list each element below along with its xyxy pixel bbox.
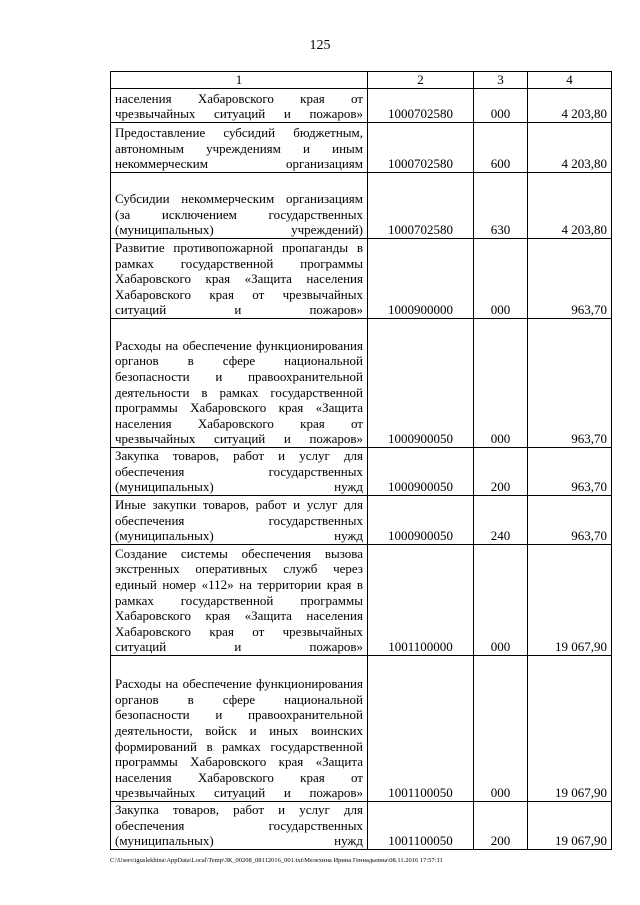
row-sum-cell: 963,70 xyxy=(528,448,612,496)
row-sum-cell: 963,70 xyxy=(528,496,612,545)
row-type-cell: 200 xyxy=(474,448,528,496)
table-row xyxy=(111,802,612,850)
column-header-4: 4 xyxy=(528,72,612,89)
row-type-cell: 000 xyxy=(474,545,528,656)
table-row xyxy=(111,123,612,173)
table-row xyxy=(111,173,612,239)
row-name-cell: Предоставление субсидий бюджетным, автономным учреждениям и иным некоммерческим организациям xyxy=(111,123,368,173)
row-name-cell: Развитие противопожарной пропаганды в рамках государственной программы Хабаровского края «Защита населения Хабаровского края от чрезвычайных ситуаций и пожаров» xyxy=(111,239,368,319)
row-type-cell: 630 xyxy=(474,173,528,239)
column-header-2: 2 xyxy=(368,72,474,89)
row-sum-cell: 19 067,90 xyxy=(528,802,612,850)
row-code-cell: 1001100050 xyxy=(368,656,474,802)
row-sum-cell: 19 067,90 xyxy=(528,656,612,802)
row-sum-cell: 963,70 xyxy=(528,319,612,448)
column-header-3: 3 xyxy=(474,72,528,89)
row-name-cell: Создание системы обеспечения вызова экстренных оперативных служб через единый номер «112» на территории края в рамках государственной программы Хабаровского края «Защита населения Хабаровского края от чрезвычайных ситуаций и пожаров» xyxy=(111,545,368,656)
row-type-cell: 600 xyxy=(474,123,528,173)
row-code-cell: 1000900050 xyxy=(368,319,474,448)
row-type-cell: 000 xyxy=(474,89,528,123)
table-row xyxy=(111,319,612,448)
row-type-cell: 000 xyxy=(474,656,528,802)
row-name-cell: Закупка товаров, работ и услуг для обеспечения государственных (муниципальных) нужд xyxy=(111,448,368,496)
row-sum-cell: 4 203,80 xyxy=(528,89,612,123)
table-row xyxy=(111,656,612,802)
table-row xyxy=(111,496,612,545)
row-name-cell: Расходы на обеспечение функционирования органов в сфере национальной безопасности и правоохранительной деятельности в рамках государственной программы Хабаровского края «Защита населения Хабаровского края от чрезвычайных ситуаций и пожаров» xyxy=(111,319,368,448)
row-sum-cell: 963,70 xyxy=(528,239,612,319)
row-type-cell: 000 xyxy=(474,239,528,319)
footer-file-path: C:\Users\iguslekhina\AppData\Local\Temp\ЗК_00208_08112016_001.txt\Мелехина Ирина Геннадьевна\08.11.2016 17:57:11 xyxy=(110,857,443,864)
row-code-cell: 1000702580 xyxy=(368,89,474,123)
table-row xyxy=(111,239,612,319)
row-code-cell: 1000900050 xyxy=(368,448,474,496)
row-code-cell: 1000900000 xyxy=(368,239,474,319)
table-row xyxy=(111,89,612,123)
row-code-cell: 1001100050 xyxy=(368,802,474,850)
row-sum-cell: 4 203,80 xyxy=(528,123,612,173)
row-type-cell: 240 xyxy=(474,496,528,545)
row-code-cell: 1000900050 xyxy=(368,496,474,545)
row-sum-cell: 19 067,90 xyxy=(528,545,612,656)
column-header-1: 1 xyxy=(111,72,368,89)
row-name-cell: Расходы на обеспечение функционирования органов в сфере национальной безопасности и правоохранительной деятельности, войск и иных воинских формирований в рамках государственной программы Хабаровского края «Защита населения Хабаровского края от чрезвычайных ситуаций и пожаров» xyxy=(111,656,368,802)
budget-table xyxy=(110,71,612,850)
row-name-cell: Закупка товаров, работ и услуг для обеспечения государственных (муниципальных) нужд xyxy=(111,802,368,850)
row-code-cell: 1000702580 xyxy=(368,123,474,173)
table-row xyxy=(111,448,612,496)
row-type-cell: 200 xyxy=(474,802,528,850)
table-row xyxy=(111,545,612,656)
page-number: 125 xyxy=(309,38,331,53)
row-name-cell: Иные закупки товаров, работ и услуг для обеспечения государственных (муниципальных) нужд xyxy=(111,496,368,545)
row-type-cell: 000 xyxy=(474,319,528,448)
table-header-row xyxy=(111,72,612,89)
row-code-cell: 1001100000 xyxy=(368,545,474,656)
row-code-cell: 1000702580 xyxy=(368,173,474,239)
row-sum-cell: 4 203,80 xyxy=(528,173,612,239)
row-name-cell: населения Хабаровского края от чрезвычайных ситуаций и пожаров» xyxy=(111,89,368,123)
row-name-cell: Субсидии некоммерческим организациям (за исключением государственных (муниципальных) учреждений) xyxy=(111,173,368,239)
